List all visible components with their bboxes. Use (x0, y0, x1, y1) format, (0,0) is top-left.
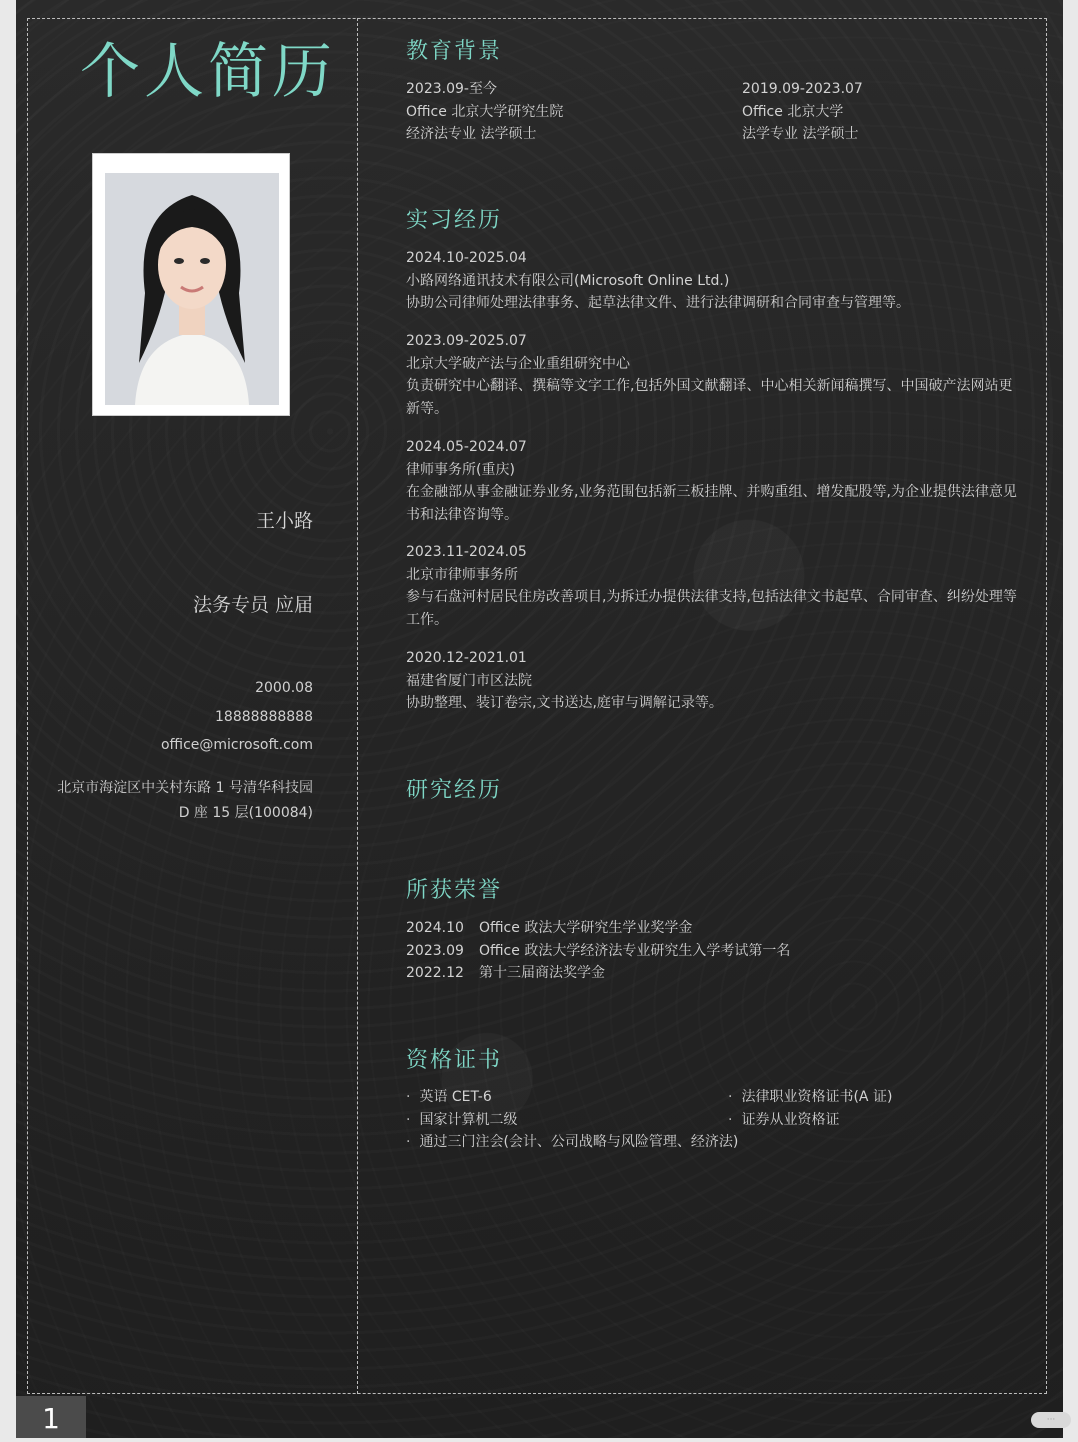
internship-org: 北京市律师事务所 (406, 566, 518, 583)
internship-org: 小路网络通讯技术有限公司(Microsoft Online Ltd.) (406, 272, 730, 289)
resume-page (16, 0, 1063, 1438)
education-period: 2023.09-至今 (406, 81, 497, 97)
certificate-item: · 通过三门注会(会计、公司战略与风险管理、经济法) (406, 1131, 738, 1154)
education-period: 2019.09-2023.07 (742, 81, 863, 97)
internship-org: 福建省厦门市区法院 (406, 672, 532, 689)
internship-org: 北京大学破产法与企业重组研究中心 (406, 355, 630, 372)
profile-birth: 2000.08 (255, 680, 313, 696)
honor-item (406, 962, 790, 985)
education-item (406, 78, 563, 146)
watermark-logo: ··· (1031, 1412, 1071, 1428)
profile-photo (105, 173, 279, 405)
internship-desc: 负责研究中心翻译、撰稿等文字工作,包括外国文献翻译、中心相关新闻稿撰写、中国破产法网站更新等。 (406, 378, 1013, 417)
internship-period: 2023.11-2024.05 (406, 544, 527, 560)
honor-date: 2023.09 (406, 942, 464, 959)
internship-desc: 协助整理、装订卷宗,文书送达,庭审与调解记录等。 (406, 695, 723, 711)
internship-period: 2023.09-2025.07 (406, 333, 527, 349)
certificates-left-list (406, 1086, 738, 1154)
profile-photo-frame (92, 153, 290, 416)
honor-item (406, 917, 790, 940)
profile-phone: 18888888888 (215, 709, 313, 725)
internship-period: 2020.12-2021.01 (406, 650, 527, 666)
certificate-item: · 证券从业资格证 (728, 1109, 892, 1132)
certificate-item: · 英语 CET-6 (406, 1086, 738, 1109)
honor-date: 2022.12 (406, 965, 464, 981)
internship-period: 2024.10-2025.04 (406, 250, 527, 266)
internship-org: 律师事务所(重庆) (406, 461, 515, 478)
education-major: 法学专业 法学硕士 (742, 126, 859, 142)
internship-period: 2024.05-2024.07 (406, 439, 527, 455)
internship-desc: 参与石盘河村居民住房改善项目,为拆迁办提供法律支持,包括法律文书起草、合同审查、纠纷处理等工作。 (406, 589, 1017, 628)
certificates-right-list (728, 1086, 892, 1131)
honor-text: 第十三届商法奖学金 (479, 965, 605, 981)
portrait-illustration (105, 173, 279, 405)
honor-text: Office 政法大学研究生学业奖学金 (479, 920, 693, 936)
certificate-item: · 法律职业资格证书(A 证) (728, 1086, 892, 1109)
internship-heading: 实习经历 (406, 208, 503, 233)
education-school: Office 北京大学研究生院 (406, 103, 564, 120)
honor-item (406, 940, 790, 963)
certificates-heading: 资格证书 (406, 1048, 503, 1073)
profile-address: 北京市海淀区中关村东路 1 号清华科技园 D 座 15 层(100084) (57, 780, 313, 821)
internship-desc: 协助公司律师处理法律事务、起草法律文件、进行法律调研和合同审查与管理等。 (406, 295, 910, 311)
education-heading: 教育背景 (406, 39, 503, 64)
internship-item (406, 647, 1021, 715)
page-number: 1 (16, 1396, 86, 1438)
internship-desc: 在金融部从事金融证券业务,业务范围包括新三板挂牌、并购重组、增发配股等,为企业提供法律意见书和法律咨询等。 (406, 484, 1017, 523)
honors-heading: 所获荣誉 (406, 878, 503, 903)
research-heading: 研究经历 (406, 778, 503, 803)
education-major: 经济法专业 法学硕士 (406, 126, 537, 142)
internship-item (406, 330, 1021, 420)
resume-title: 个人简历 (80, 37, 336, 107)
internship-item (406, 436, 1021, 526)
profile-name: 王小路 (255, 510, 313, 532)
internship-item (406, 541, 1021, 631)
certificate-item: · 国家计算机二级 (406, 1109, 738, 1132)
education-item (742, 78, 863, 146)
profile-email: office@microsoft.com (160, 737, 313, 753)
honor-date: 2024.10 (406, 920, 464, 936)
education-school: Office 北京大学 (742, 103, 844, 120)
column-divider (357, 18, 358, 1394)
honors-list (406, 917, 790, 985)
profile-job: 法务专员 应届 (192, 594, 313, 616)
honor-text: Office 政法大学经济法专业研究生入学考试第一名 (479, 942, 791, 959)
internship-item (406, 247, 1021, 315)
